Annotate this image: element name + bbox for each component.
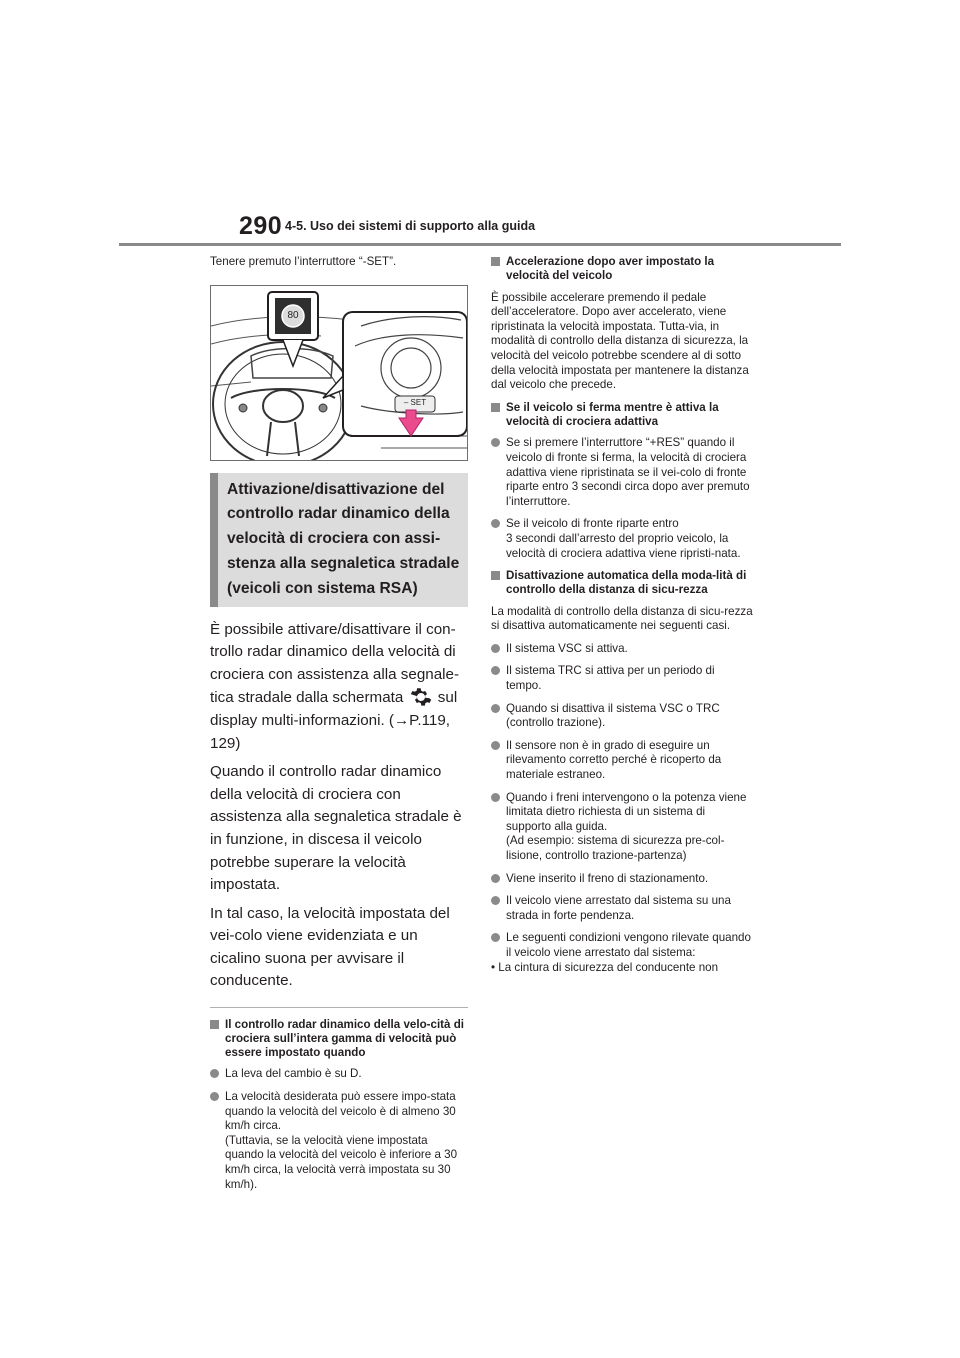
vehicle-stop-heading-text: Se il veicolo si ferma mentre è attiva la velocità di crociera adattiva bbox=[506, 400, 719, 428]
list-item-text: Il sistema VSC si attiva. bbox=[506, 641, 628, 655]
steering-wheel-illustration bbox=[210, 285, 468, 461]
square-bullet-icon bbox=[491, 571, 500, 580]
acceleration-heading bbox=[491, 255, 753, 283]
round-bullet-icon bbox=[491, 933, 500, 942]
page-number: 290 bbox=[239, 212, 283, 240]
list-item bbox=[491, 436, 753, 509]
set-switch-label: – SET bbox=[403, 397, 427, 407]
list-item bbox=[491, 517, 753, 561]
list-item bbox=[491, 791, 753, 864]
list-item-text: Le seguenti condizioni vengono rilevate quando il veicolo viene arrestato dal sistema: bbox=[506, 931, 751, 959]
round-bullet-icon bbox=[491, 644, 500, 653]
left-column bbox=[210, 255, 468, 1200]
round-bullet-icon bbox=[491, 704, 500, 713]
dashboard-drawing bbox=[211, 286, 468, 461]
left-divider bbox=[210, 1007, 468, 1008]
list-item bbox=[491, 739, 753, 783]
vehicle-stop-heading bbox=[491, 401, 753, 429]
list-item bbox=[491, 894, 753, 923]
seatbelt-condition: • La cintura di sicurezza del conducente non bbox=[491, 960, 719, 974]
list-item bbox=[491, 702, 753, 731]
round-bullet-icon bbox=[491, 438, 500, 447]
list-item-text: Se si premere l’interruttore “+RES” quando il veicolo di fronte si ferma, la velocità di crociera adattiva viene ripristinata se il vei-colo di fronte riparte entro 3 secondi circa dopo aver premuto l’interruttore. bbox=[506, 436, 750, 508]
round-bullet-icon bbox=[491, 741, 500, 750]
list-item bbox=[491, 664, 753, 693]
activation-paragraph bbox=[210, 619, 468, 756]
right-column bbox=[491, 255, 753, 983]
round-bullet-icon bbox=[491, 874, 500, 883]
full-range-heading bbox=[210, 1018, 468, 1059]
round-bullet-icon bbox=[491, 793, 500, 802]
round-bullet-icon bbox=[491, 519, 500, 528]
section-heading-box bbox=[210, 473, 468, 607]
square-bullet-icon bbox=[210, 1020, 219, 1029]
heading-accent-bar bbox=[210, 473, 218, 607]
list-item bbox=[210, 1067, 468, 1082]
round-bullet-icon bbox=[210, 1092, 219, 1101]
acceleration-paragraph: È possibile accelerare premendo il pedale dell’acceleratore. Dopo aver accelerato, viene ripristinata la velocità impostata. Tutta-via, in modalità di controllo della distanza di sicurezza, la velocità del veicolo potrebbe scendere al di sotto della velocità impostata per mantenere la distanza dal veicolo che precede. bbox=[491, 290, 749, 392]
round-bullet-icon bbox=[491, 666, 500, 675]
list-item bbox=[491, 931, 753, 960]
round-bullet-icon bbox=[491, 896, 500, 905]
section-title: 4-5. Uso dei sistemi di supporto alla guida bbox=[285, 219, 536, 233]
list-item-text: Quando si disattiva il sistema VSC o TRC (controllo trazione). bbox=[506, 701, 720, 730]
activation-text-start: È possibile attivare/disattivare il con-trollo radar dinamico della velocità di crociera con assistenza alla segnale-tica stradale dalla schermata bbox=[210, 620, 460, 707]
acceleration-heading-text: Accelerazione dopo aver impostato la velocità del veicolo bbox=[506, 255, 715, 282]
list-item-text: Il sistema TRC si attiva per un periodo di tempo. bbox=[506, 664, 715, 693]
speed-readout: 80 bbox=[287, 309, 299, 321]
auto-cancel-paragraph: La modalità di controllo della distanza di sicu-rezza si disattiva automaticamente nei seguenti casi. bbox=[491, 604, 753, 633]
full-range-heading-text: Il controllo radar dinamico della velo-cità di crociera sull’intera gamma di velocità può essere impostato quando bbox=[225, 1018, 465, 1059]
square-bullet-icon bbox=[491, 403, 500, 412]
header-divider bbox=[119, 243, 841, 246]
list-item bbox=[491, 642, 753, 657]
gear-icon bbox=[410, 686, 432, 708]
auto-cancel-heading bbox=[491, 569, 753, 597]
list-item bbox=[210, 1090, 468, 1192]
list-item-text: La leva del cambio è su D. bbox=[225, 1067, 362, 1081]
list-item-text: Il sensore non è in grado di eseguire un rilevamento corretto perché è ricoperto da materiale estraneo. bbox=[506, 738, 722, 782]
round-bullet-icon bbox=[210, 1069, 219, 1078]
auto-cancel-heading-text: Disattivazione automatica della moda-lità di controllo della distanza di sicu-rezza bbox=[506, 569, 747, 596]
list-item bbox=[491, 872, 753, 887]
list-item-text: Viene inserito il freno di stazionamento. bbox=[506, 871, 709, 885]
list-item-text: Se il veicolo di fronte riparte entro 3 secondi dall’arresto del proprio veicolo, la velocità di crociera adattiva viene ripristi-nata. bbox=[506, 517, 741, 560]
section-heading: Attivazione/disattivazione del controllo radar dinamico della velocità di crociera con assi-stenza alla segnaletica stradale (veicoli con sistema RSA) bbox=[227, 480, 460, 597]
list-item-text: Il veicolo viene arrestato dal sistema su una strada in forte pendenza. bbox=[506, 894, 731, 922]
buzzer-paragraph: In tal caso, la velocità impostata del vei-colo viene evidenziata e un cicalino suona per avvisare il conducente. bbox=[210, 904, 450, 990]
square-bullet-icon bbox=[491, 257, 500, 266]
list-item-text: La velocità desiderata può essere impo-stata quando la velocità del veicolo è di almeno 30 km/h circa. (Tuttavia, se la velocità viene impostata quando la velocità del veicolo è inferiore a 30 km/h circa, la velocità verrà impostata su 30 km/h). bbox=[225, 1090, 458, 1191]
intro-instruction: Tenere premuto l’interruttore “-SET”. bbox=[210, 255, 397, 268]
downhill-paragraph: Quando il controllo radar dinamico della velocità di crociera con assistenza alla segnaletica stradale è in funzione, in discesa il veicolo potrebbe superare la velocità impostata. bbox=[210, 763, 462, 894]
activation-text-end: sul display multi-informazioni. (→P.119, 129) bbox=[210, 689, 458, 752]
list-item-text: Quando i freni intervengono o la potenza viene limitata dietro richiesta di un sistema di supporto alla guida. (Ad esempio: sistema di sicurezza pre-col-lisione, controllo trazione-partenza) bbox=[506, 790, 747, 862]
